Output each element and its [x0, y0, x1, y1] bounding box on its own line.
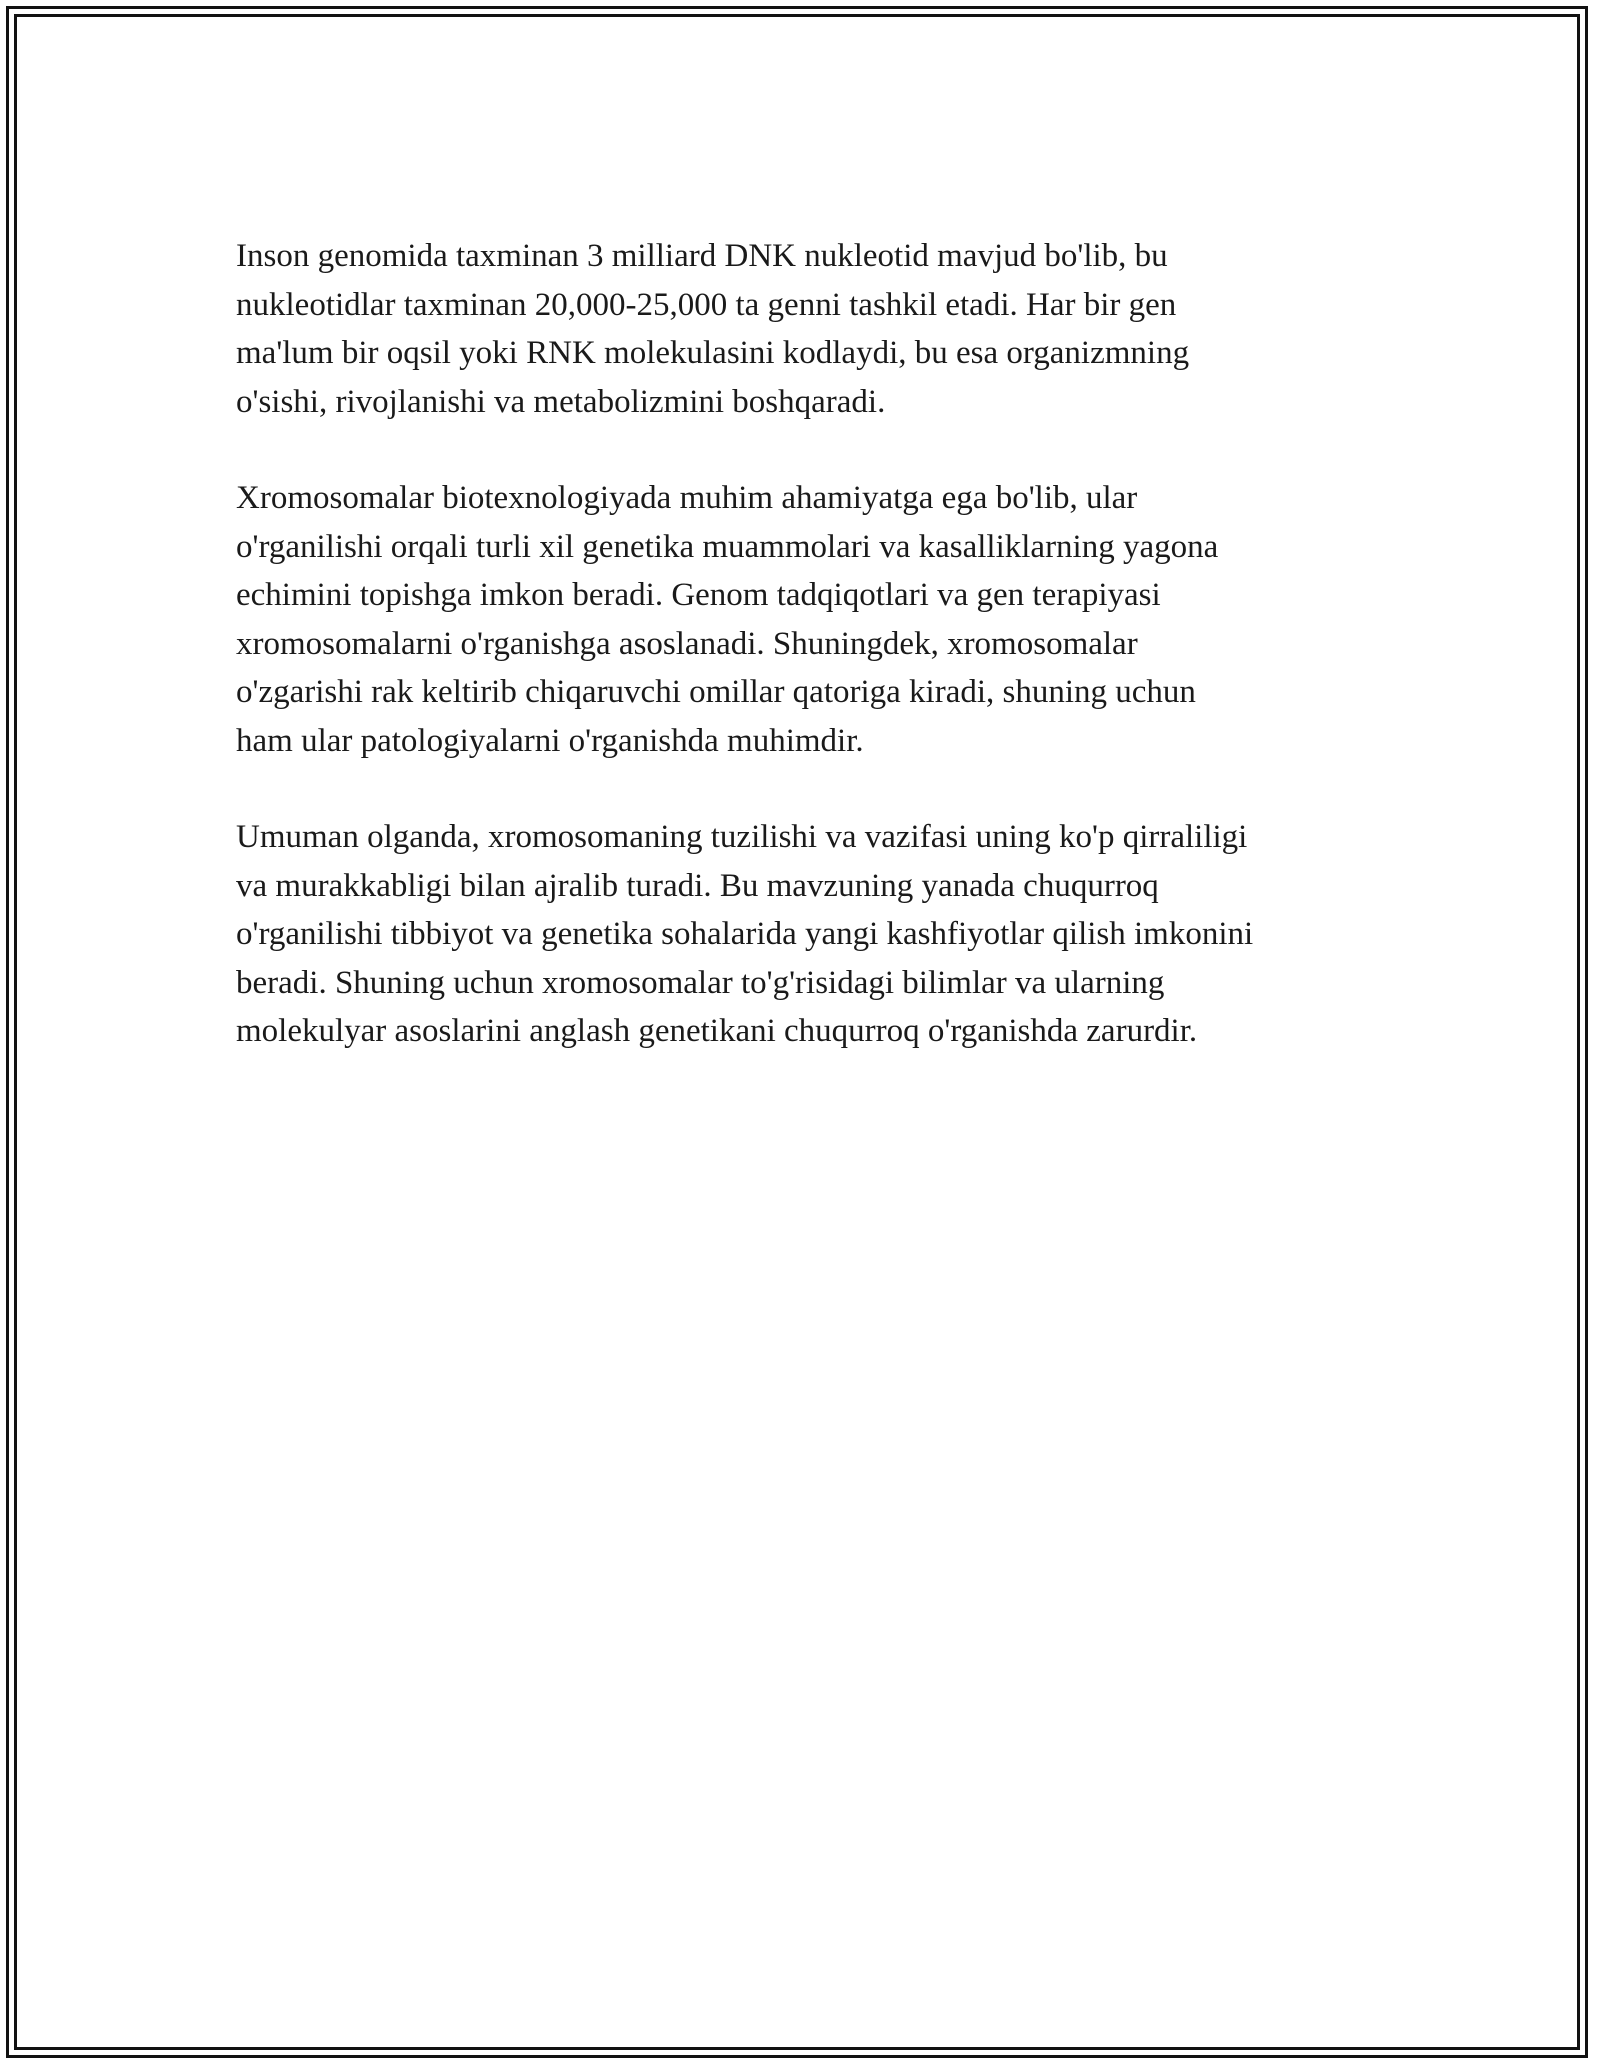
- text-line: o'zgarishi rak keltirib chiqaruvchi omillar qatoriga kiradi, shuning uchun: [236, 674, 1196, 710]
- text-line: o'rganilishi orqali turli xil genetika muammolari va kasalliklarning yagona: [236, 528, 1219, 565]
- text-line: ham ular patologiyalarni o'rganishda muhimdir.: [236, 722, 864, 759]
- text-line: beradi. Shuning uchun xromosomalar to'g'risidagi bilimlar va ularning: [236, 964, 1165, 1001]
- paragraph-2: [236, 474, 1386, 765]
- text-line: va murakkabligi bilan ajralib turadi. Bu mavzuning yanada chuqurroq: [236, 867, 1159, 904]
- text-line: Umuman olganda, xromosomaning tuzilishi va vazifasi uning ko'p qirraliligi: [236, 819, 1248, 855]
- paragraph-3: [236, 813, 1386, 1056]
- text-line: xromosomalarni o'rganishga asoslanadi. Shuningdek, xromosomalar: [236, 625, 1138, 662]
- text-line: o'rganilishi tibbiyot va genetika sohalarida yangi kashfiyotlar qilish imkonini: [236, 916, 1254, 952]
- text-line: o'sishi, rivojlanishi va metabolizmini boshqaradi.: [236, 383, 886, 420]
- text-line: Inson genomida taxminan 3 milliard DNK nukleotid mavjud bo'lib, bu: [236, 238, 1168, 274]
- document-body: [236, 232, 1386, 1104]
- text-line: ma'lum bir oqsil yoki RNK molekulasini kodlaydi, bu esa organizmning: [236, 335, 1190, 371]
- text-line: Xromosomalar biotexnologiyada muhim ahamiyatga ega bo'lib, ular: [236, 480, 1138, 516]
- text-line: molekulyar asoslarini anglash genetikani chuqurroq o'rganishda zarurdir.: [236, 1013, 1198, 1049]
- paragraph-1: [236, 232, 1386, 426]
- text-line: nukleotidlar taxminan 20,000-25,000 ta genni tashkil etadi. Har bir gen: [236, 286, 1177, 323]
- text-line: echimini topishga imkon beradi. Genom tadqiqotlari va gen terapiyasi: [236, 577, 1161, 613]
